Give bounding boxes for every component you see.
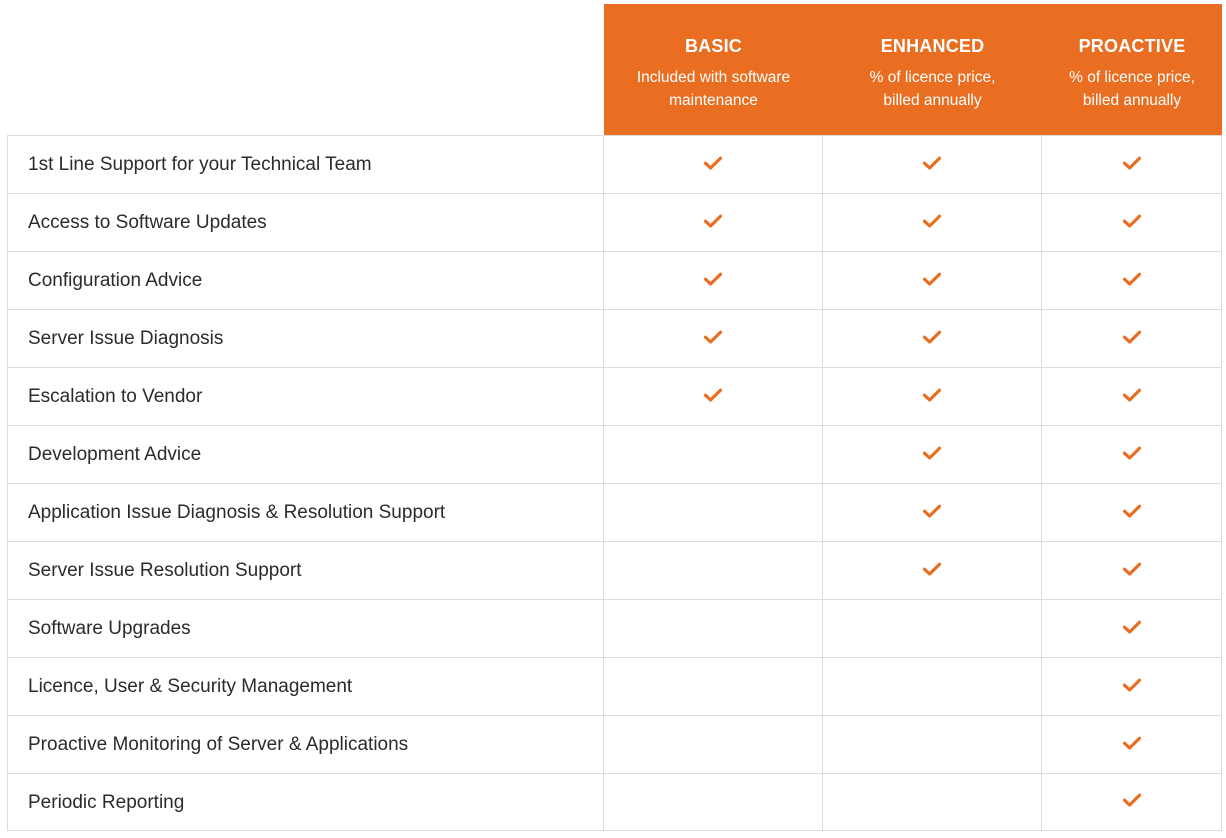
plan-description-line: % of licence price, bbox=[1069, 69, 1195, 86]
plans-header bbox=[604, 4, 1222, 135]
cell-basic bbox=[604, 194, 823, 251]
table-row bbox=[7, 657, 1222, 715]
cell-proactive bbox=[1042, 368, 1222, 425]
feature-label: Periodic Reporting bbox=[7, 774, 604, 830]
cell-enhanced bbox=[823, 542, 1042, 599]
checkmark-icon bbox=[704, 330, 722, 344]
table-row bbox=[7, 251, 1222, 309]
checkmark-icon bbox=[1123, 446, 1141, 460]
cell-proactive bbox=[1042, 716, 1222, 773]
table-row bbox=[7, 599, 1222, 657]
table-row bbox=[7, 483, 1222, 541]
cell-basic bbox=[604, 426, 823, 483]
checkmark-icon bbox=[704, 272, 722, 286]
cell-basic bbox=[604, 542, 823, 599]
table-row bbox=[7, 773, 1222, 831]
plan-description-line: Included with software bbox=[636, 69, 791, 86]
table-row bbox=[7, 309, 1222, 367]
plan-name: ENHANCED bbox=[880, 36, 985, 56]
checkmark-icon bbox=[704, 388, 722, 402]
plan-description-line: % of licence price, bbox=[869, 69, 996, 86]
checkmark-icon bbox=[1123, 272, 1141, 286]
table-row bbox=[7, 193, 1222, 251]
cell-basic bbox=[604, 774, 823, 830]
cell-proactive bbox=[1042, 774, 1222, 830]
feature-label: Server Issue Resolution Support bbox=[7, 542, 604, 599]
table-row bbox=[7, 541, 1222, 599]
cell-enhanced bbox=[823, 194, 1042, 251]
checkmark-icon bbox=[923, 214, 941, 228]
checkmark-icon bbox=[923, 388, 941, 402]
cell-basic bbox=[604, 310, 823, 367]
checkmark-icon bbox=[1123, 793, 1141, 807]
cell-enhanced bbox=[823, 310, 1042, 367]
plan-description-line: billed annually bbox=[883, 92, 982, 109]
checkmark-icon bbox=[1123, 388, 1141, 402]
cell-basic bbox=[604, 252, 823, 309]
cell-basic bbox=[604, 716, 823, 773]
cell-proactive bbox=[1042, 194, 1222, 251]
cell-basic bbox=[604, 600, 823, 657]
feature-label: Software Upgrades bbox=[7, 600, 604, 657]
cell-enhanced bbox=[823, 658, 1042, 715]
cell-basic bbox=[604, 484, 823, 541]
plan-description bbox=[610, 66, 817, 112]
cell-proactive bbox=[1042, 136, 1222, 193]
cell-enhanced bbox=[823, 426, 1042, 483]
cell-basic bbox=[604, 368, 823, 425]
checkmark-icon bbox=[923, 156, 941, 170]
plan-description bbox=[1048, 66, 1216, 112]
cell-proactive bbox=[1042, 600, 1222, 657]
feature-comparison-table bbox=[7, 135, 1222, 831]
cell-enhanced bbox=[823, 136, 1042, 193]
checkmark-icon bbox=[1123, 562, 1141, 576]
table-row bbox=[7, 367, 1222, 425]
table-row bbox=[7, 425, 1222, 483]
cell-enhanced bbox=[823, 600, 1042, 657]
checkmark-icon bbox=[1123, 504, 1141, 518]
checkmark-icon bbox=[923, 446, 941, 460]
plan-description bbox=[829, 66, 1036, 112]
checkmark-icon bbox=[704, 156, 722, 170]
checkmark-icon bbox=[1123, 678, 1141, 692]
plan-proactive-header bbox=[1042, 4, 1222, 135]
checkmark-icon bbox=[1123, 156, 1141, 170]
plan-enhanced-header bbox=[823, 4, 1042, 135]
plan-name: PROACTIVE bbox=[1078, 36, 1186, 56]
checkmark-icon bbox=[923, 330, 941, 344]
plan-description-line: billed annually bbox=[1082, 92, 1182, 109]
cell-proactive bbox=[1042, 484, 1222, 541]
feature-label: Escalation to Vendor bbox=[7, 368, 604, 425]
feature-label: 1st Line Support for your Technical Team bbox=[7, 136, 604, 193]
feature-label: Proactive Monitoring of Server & Applications bbox=[7, 716, 604, 773]
plan-basic-header bbox=[604, 4, 823, 135]
checkmark-icon bbox=[704, 214, 722, 228]
plan-description-line: maintenance bbox=[669, 92, 758, 109]
cell-proactive bbox=[1042, 658, 1222, 715]
feature-label: Development Advice bbox=[7, 426, 604, 483]
table-row bbox=[7, 715, 1222, 773]
feature-label: Access to Software Updates bbox=[7, 194, 604, 251]
cell-enhanced bbox=[823, 252, 1042, 309]
cell-enhanced bbox=[823, 774, 1042, 830]
feature-label: Server Issue Diagnosis bbox=[7, 310, 604, 367]
cell-enhanced bbox=[823, 368, 1042, 425]
plan-name: BASIC bbox=[684, 36, 742, 56]
checkmark-icon bbox=[923, 504, 941, 518]
cell-proactive bbox=[1042, 542, 1222, 599]
checkmark-icon bbox=[1123, 214, 1141, 228]
checkmark-icon bbox=[1123, 736, 1141, 750]
checkmark-icon bbox=[1123, 620, 1141, 634]
checkmark-icon bbox=[923, 272, 941, 286]
checkmark-icon bbox=[923, 562, 941, 576]
feature-label: Licence, User & Security Management bbox=[7, 658, 604, 715]
cell-basic bbox=[604, 136, 823, 193]
checkmark-icon bbox=[1123, 330, 1141, 344]
cell-enhanced bbox=[823, 484, 1042, 541]
feature-label: Application Issue Diagnosis & Resolution Support bbox=[7, 484, 604, 541]
cell-basic bbox=[604, 658, 823, 715]
feature-label: Configuration Advice bbox=[7, 252, 604, 309]
cell-enhanced bbox=[823, 716, 1042, 773]
cell-proactive bbox=[1042, 426, 1222, 483]
table-row bbox=[7, 135, 1222, 193]
cell-proactive bbox=[1042, 310, 1222, 367]
cell-proactive bbox=[1042, 252, 1222, 309]
